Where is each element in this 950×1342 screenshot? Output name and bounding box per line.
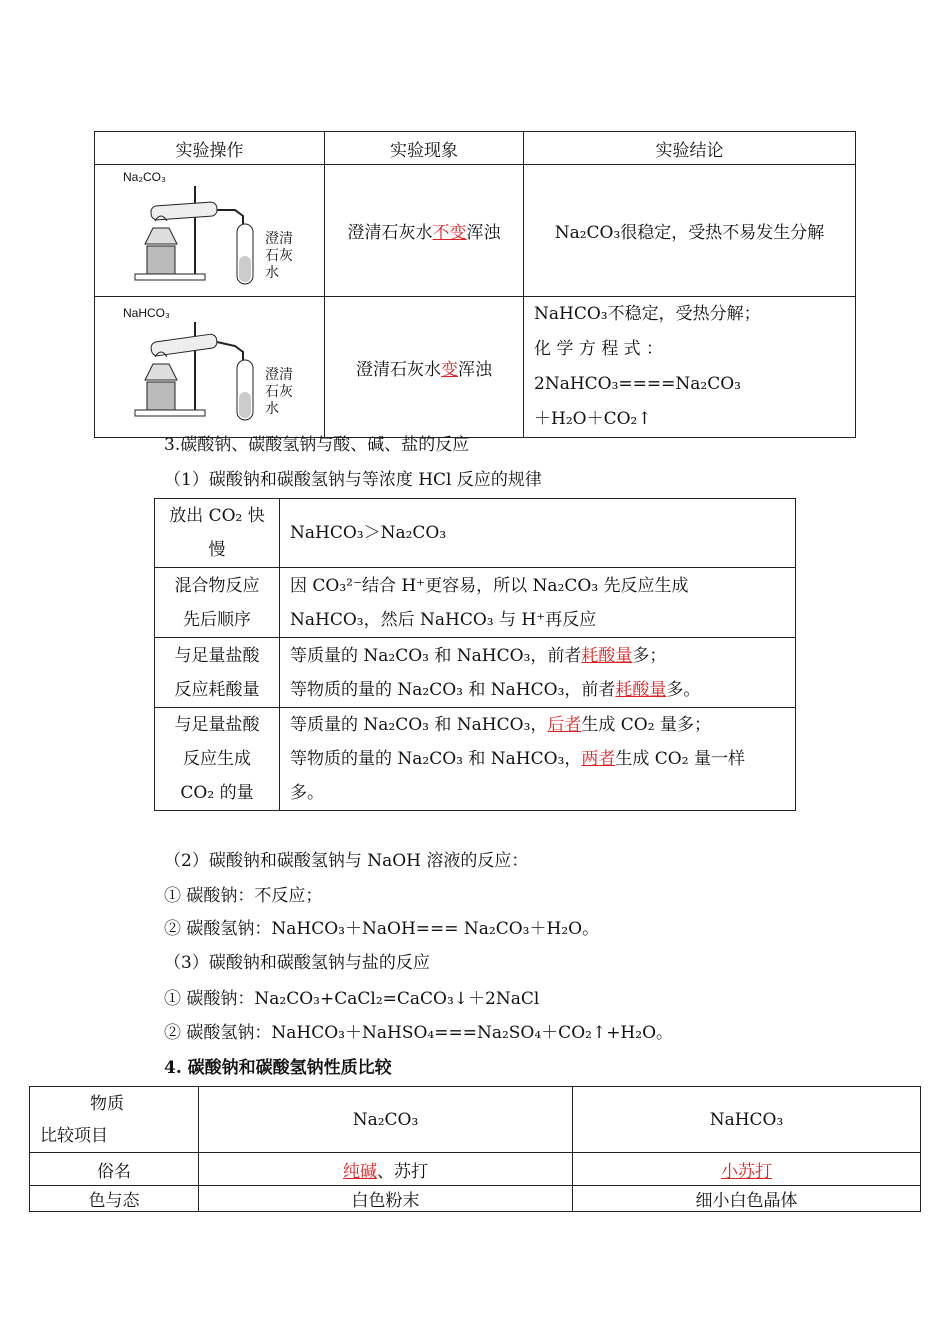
row-text: 等质量的 Na₂CO₃ 和 NaHCO₃，后者生成 CO₂ 量多； 等物质的量的 Na₂CO₃ 和 NaHCO₃，两者生成 CO₂ 量一样 多。 <box>280 708 796 811</box>
row-text: 等质量的 Na₂CO₃ 和 NaHCO₃，前者耗酸量多； 等物质的量的 Na₂CO₃ 和 NaHCO₃，前者耗酸量多。 <box>280 638 796 708</box>
section-3-sub1: （1）碳酸钠和碳酸氢钠与等浓度 HCl 反应的规律 <box>164 470 542 490</box>
conclusion-nahco3: NaHCO₃不稳定，受热分解； 化 学 方 程 式 ： 2NaHCO₃====Na₂CO₃ ＋H₂O＋CO₂↑ <box>524 297 856 438</box>
header-operation: 实验操作 <box>95 132 325 165</box>
appearance-nahco3: 细小白色晶体 <box>573 1186 921 1212</box>
corner-header: 物质 比较项目 <box>30 1087 199 1153</box>
hcl-reaction-table <box>154 498 796 811</box>
text-line: ① 碳酸钠：Na₂CO₃+CaCl₂=CaCO₃↓＋2NaCl <box>164 989 540 1009</box>
row-label: 与足量盐酸 反应生成 CO₂ 的量 <box>155 708 280 811</box>
common-name-nahco3 <box>573 1153 921 1186</box>
row-text: NaHCO₃＞Na₂CO₃ <box>280 499 796 568</box>
emphasis-text: 耗酸量 <box>581 645 633 666</box>
emphasis-text: 纯碱 <box>343 1161 377 1182</box>
emphasis-text: 两者 <box>581 749 616 769</box>
row-label-common-name: 俗名 <box>30 1153 199 1186</box>
common-name-na2co3: 纯碱、苏打 <box>199 1153 573 1186</box>
text-line: （2）碳酸钠和碳酸氢钠与 NaOH 溶液的反应： <box>164 851 529 871</box>
row-label: 与足量盐酸 反应耗酸量 <box>155 638 280 708</box>
emphasis-text: 不变 <box>432 223 467 243</box>
emphasis-text: 后者 <box>547 715 582 735</box>
emphasis-text: 耗酸量 <box>615 679 667 700</box>
row-label: 放出 CO₂ 快 慢 <box>155 499 280 568</box>
row-text: 因 CO₃²⁻结合 H⁺更容易，所以 Na₂CO₃ 先反应生成 NaHCO₃，然后 NaHCO₃ 与 H⁺再反应 <box>280 568 796 638</box>
phenomenon-na2co3: 澄清石灰水不变浑浊 <box>325 165 524 297</box>
comparison-table <box>29 1086 921 1212</box>
text-line: （3）碳酸钠和碳酸氢钠与盐的反应 <box>164 953 430 973</box>
row-label: 混合物反应 先后顺序 <box>155 568 280 638</box>
header-phenomenon: 实验现象 <box>325 132 524 165</box>
text-line: ② 碳酸氢钠：NaHCO₃＋NaOH=== Na₂CO₃＋H₂O。 <box>164 919 600 939</box>
conclusion-na2co3: Na₂CO₃很稳定，受热不易发生分解 <box>524 165 856 297</box>
limewater-label: 澄清 石灰 水 <box>265 366 293 416</box>
col-na2co3: Na₂CO₃ <box>199 1087 573 1153</box>
experiment-table <box>94 131 856 438</box>
emphasis-text: 小苏打 <box>721 1161 772 1182</box>
limewater-label: 澄清 石灰 水 <box>265 229 293 280</box>
apparatus-label: NaHCO₃ <box>123 306 170 320</box>
text-line: ① 碳酸钠：不反应； <box>164 886 323 906</box>
section-4-title: 4. 碳酸钠和碳酸氢钠性质比较 <box>164 1058 392 1078</box>
col-nahco3: NaHCO₃ <box>573 1087 921 1153</box>
apparatus-label: Na₂CO₃ <box>123 169 166 184</box>
row-label-appearance: 色与态 <box>30 1186 199 1212</box>
apparatus-cell-nahco3 <box>95 297 325 438</box>
text-line: ② 碳酸氢钠：NaHCO₃＋NaHSO₄===Na₂SO₄＋CO₂↑+H₂O。 <box>164 1023 674 1043</box>
emphasis-text: 变 <box>441 359 458 380</box>
header-conclusion: 实验结论 <box>524 132 856 165</box>
section-3-title: 3.碳酸钠、碳酸氢钠与酸、碱、盐的反应 <box>164 435 470 455</box>
phenomenon-nahco3: 澄清石灰水变浑浊 <box>325 297 524 438</box>
appearance-na2co3: 白色粉末 <box>199 1186 573 1212</box>
apparatus-cell-na2co3 <box>95 165 325 297</box>
